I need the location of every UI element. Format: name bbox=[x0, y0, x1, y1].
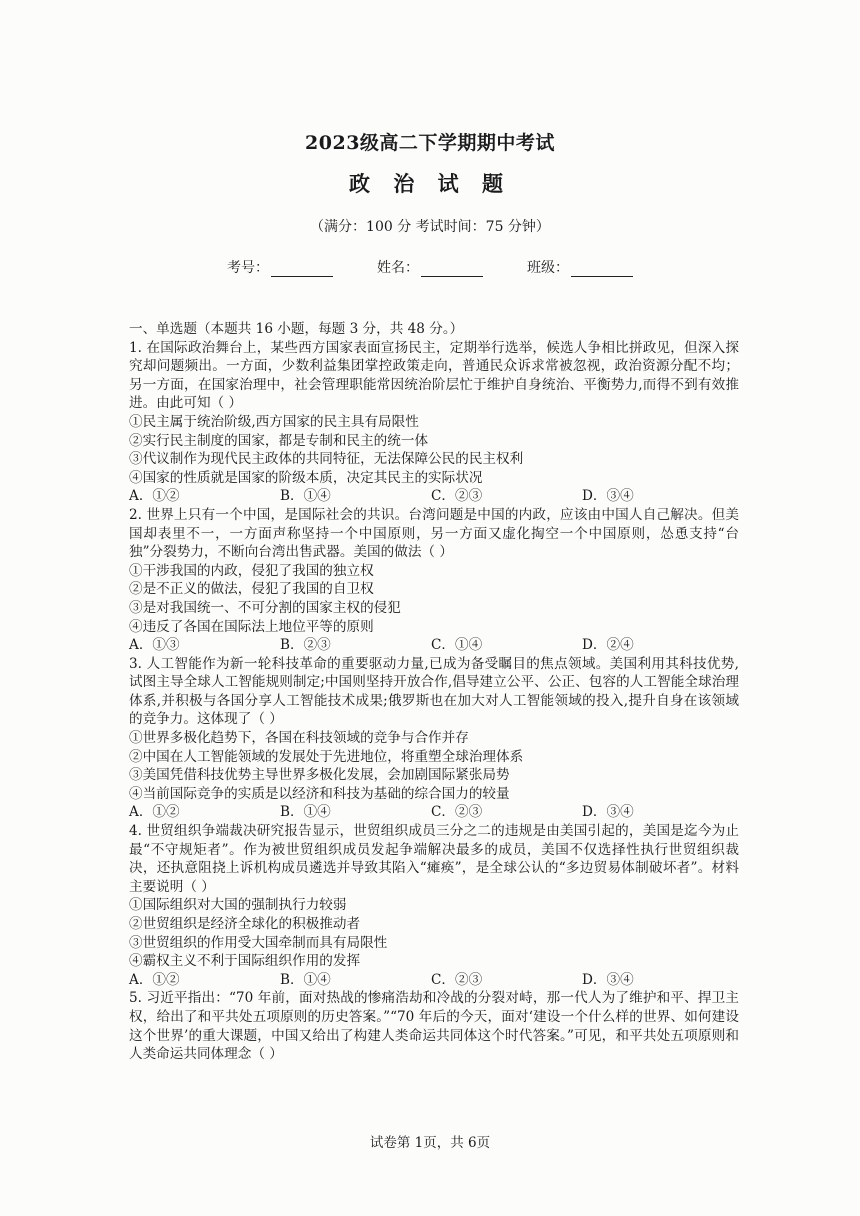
class-label: 班级： bbox=[527, 260, 569, 276]
choice-a[interactable]: A．①② bbox=[129, 804, 180, 821]
choice-c[interactable]: C．②③ bbox=[431, 488, 483, 505]
exam-title: 2023级高二下学期期中考试 bbox=[305, 132, 555, 154]
choice-b[interactable]: B．①④ bbox=[280, 488, 331, 505]
choice-a[interactable]: A．①③ bbox=[129, 637, 180, 654]
choice-a[interactable]: A．①② bbox=[129, 488, 180, 505]
choice-b[interactable]: B．①④ bbox=[280, 804, 331, 821]
student-info-row bbox=[0, 257, 860, 277]
answer-choices bbox=[129, 971, 739, 990]
exam-meta: （满分：100 分 考试时间：75 分钟） bbox=[310, 219, 550, 235]
question bbox=[129, 339, 739, 506]
answer-choices bbox=[129, 487, 739, 506]
question-stem: 2. 世界上只有一个中国，是国际社会的共识。台湾问题是中国的内政，应该由中国人自己解决。但美国却表里不一，一方面声称坚持一个中国原则，另一方面又虚化掏空一个中国原则，怂恿支持“台独”分裂势力，不断向台湾出售武器。美国的做法（ ） bbox=[129, 506, 739, 561]
question-stem: 1. 在国际政治舞台上，某些西方国家表面宣扬民主，定期举行选举，候选人争相比拼政见，但深入探究却问题频出。一方面，少数利益集团掌控政策走向，普通民众诉求常被忽视，政治资源分配不均；另一方面，在国家治理中，社会管理职能常因统治阶层忙于维护自身统治、平衡势力,而得不到有效推进。由此可知（ ） bbox=[129, 339, 739, 412]
exam-content bbox=[129, 320, 739, 1064]
exam-subject: 政 治 试 题 bbox=[349, 171, 511, 196]
question-option: ③美国凭借科技优势主导世界多极化发展，会加剧国际紧张局势 bbox=[129, 767, 510, 784]
question bbox=[129, 989, 739, 1063]
question-option: ④霸权主义不利于国际组织作用的发挥 bbox=[129, 953, 361, 970]
name-field[interactable] bbox=[377, 257, 483, 277]
name-label: 姓名： bbox=[377, 260, 419, 276]
question-option: ③代议制作为现代民主政体的共同特征，无法保障公民的民主权利 bbox=[129, 451, 524, 468]
question-option: ①世界多极化趋势下，各国在科技领域的竞争与合作并存 bbox=[129, 730, 469, 747]
question-option: ④违反了各国在国际法上地位平等的原则 bbox=[129, 618, 374, 635]
class-blank[interactable] bbox=[571, 262, 633, 277]
choice-c[interactable]: C．②③ bbox=[431, 971, 483, 988]
exam-number-blank[interactable] bbox=[271, 262, 333, 277]
question-option: ③是对我国统一、不可分割的国家主权的侵犯 bbox=[129, 599, 401, 616]
answer-choices bbox=[129, 636, 739, 655]
question-option: ④国家的性质就是国家的阶级本质，决定其民主的实际状况 bbox=[129, 469, 483, 486]
exam-number-label: 考号： bbox=[227, 260, 269, 276]
question-option: ②中国在人工智能领域的发展处于先进地位，将重塑全球治理体系 bbox=[129, 748, 524, 765]
question bbox=[129, 655, 739, 822]
question-option: ②实行民主制度的国家，都是专制和民主的统一体 bbox=[129, 432, 429, 449]
choice-b[interactable]: B．①④ bbox=[280, 971, 331, 988]
section-heading: 一、单选题（本题共 16 小题，每题 3 分，共 48 分。） bbox=[129, 321, 464, 337]
answer-choices bbox=[129, 803, 739, 822]
page-footer: 试卷第 1页，共 6页 bbox=[369, 1135, 491, 1151]
question-option: ④当前国际竞争的实质是以经济和科技为基础的综合国力的较量 bbox=[129, 785, 510, 802]
choice-d[interactable]: D．③④ bbox=[582, 804, 634, 821]
class-field[interactable] bbox=[527, 257, 633, 277]
question-option: ②世贸组织是经济全球化的积极推动者 bbox=[129, 916, 361, 932]
question bbox=[129, 822, 739, 989]
choice-d[interactable]: D．②④ bbox=[582, 637, 634, 654]
question-stem: 5. 习近平指出：“70 年前，面对热战的惨痛浩劫和冷战的分裂对峙，那一代人为了维护和平、捍卫主权，给出了和平共处五项原则的历史答案。”“70 年后的今天，面对‘建设一个什么样的世界、如何建设这个世界’的重大课题，中国又给出了构建人类命运共同体这个时代答案。”可见，和平共处五项原则和人类命运共同体理念（ ） bbox=[129, 990, 739, 1063]
question-option: ①国际组织对大国的强制执行力较弱 bbox=[129, 897, 347, 914]
question-stem: 3. 人工智能作为新一轮科技革命的重要驱动力量,已成为备受瞩目的焦点领域。美国利用其科技优势,试图主导全球人工智能规则制定;中国则坚持开放合作,倡导建立公平、公正、包容的人工智能全球治理体系,并积极与各国分享人工智能技术成果;俄罗斯也在加大对人工智能领域的投入,提升自身在该领域的竞争力。这体现了（ ） bbox=[129, 655, 739, 728]
question-stem: 4. 世贸组织争端裁决研究报告显示，世贸组织成员三分之二的违规是由美国引起的，美国是迄今为止最“不守规矩者”。作为被世贸组织成员发起争端解决最多的成员，美国不仅选择性执行世贸组织裁决，还执意阻挠上诉机构成员遴选并导致其陷入“瘫痪”，是全球公认的“多边贸易体制破坏者”。材料主要说明（ ） bbox=[129, 823, 739, 895]
choice-a[interactable]: A．①② bbox=[129, 971, 180, 988]
choice-c[interactable]: C．②③ bbox=[431, 804, 483, 821]
name-blank[interactable] bbox=[421, 262, 483, 277]
question-option: ③世贸组织的作用受大国牵制而具有局限性 bbox=[129, 934, 388, 951]
exam-number-field[interactable] bbox=[227, 257, 333, 277]
choice-c[interactable]: C．①④ bbox=[431, 637, 483, 654]
choice-d[interactable]: D．③④ bbox=[582, 971, 634, 988]
choice-b[interactable]: B．②③ bbox=[280, 637, 331, 654]
choice-d[interactable]: D．③④ bbox=[582, 488, 634, 505]
question bbox=[129, 506, 739, 655]
question-option: ②是不正义的做法，侵犯了我国的自卫权 bbox=[129, 581, 374, 598]
question-option: ①干涉我国的内政，侵犯了我国的独立权 bbox=[129, 562, 374, 579]
question-option: ①民主属于统治阶级,西方国家的民主具有局限性 bbox=[129, 413, 419, 430]
